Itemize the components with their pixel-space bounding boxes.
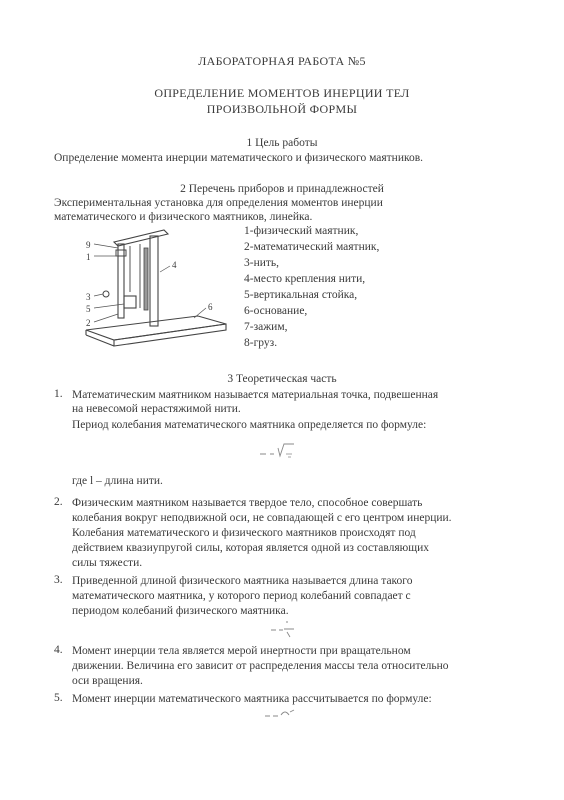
lab-subtitle-line1: ОПРЕДЕЛЕНИЕ МОМЕНТОВ ИНЕРЦИИ ТЕЛ <box>154 86 410 100</box>
weight <box>124 296 136 308</box>
legend-item: 4-место крепления нити, <box>244 273 366 285</box>
item-line: Физическим маятником называется твердое тело, способное совершать <box>72 497 423 509</box>
item-line: Момент инерции тела является мерой инертности при вращательном <box>72 645 411 657</box>
base-plate-front <box>114 324 226 346</box>
section1-text: Определение момента инерции математического и физического маятников. <box>54 152 424 164</box>
item-line: колебания вокруг неподвижной оси, не совпадающей с его центром инерции. <box>72 512 452 524</box>
legend-item: 3-нить, <box>244 257 280 269</box>
item-number: 1. <box>54 388 63 400</box>
item-line: Момент инерции математического маятника рассчитывается по формуле: <box>72 693 432 705</box>
section3-heading: 3 Теоретическая часть <box>227 373 337 385</box>
item-line: оси вращения. <box>72 675 143 687</box>
item-line: действием квазиупругой силы, которая является одной из составляющих <box>72 542 430 554</box>
figure-label-4: 4 <box>172 260 177 270</box>
lab-title: ЛАБОРАТОРНАЯ РАБОТА №5 <box>198 54 366 68</box>
vertical-stand <box>150 236 158 326</box>
math-pendulum-bob <box>103 291 109 297</box>
section1-heading: 1 Цель работы <box>246 137 318 149</box>
apparatus-figure <box>78 222 238 354</box>
item-line: на невесомой нерастяжимой нити. <box>72 403 241 415</box>
item-number: 2. <box>54 496 63 508</box>
item-line: движении. Величина его зависит от распределения массы тела относительно <box>72 660 449 672</box>
figure-label-3: 3 <box>86 292 91 302</box>
item-line: Математическим маятником называется материальная точка, подвешенная <box>72 389 439 401</box>
lab-subtitle-line2: ПРОИЗВОЛЬНОЙ ФОРМЫ <box>206 102 358 116</box>
section2-intro-line2: математического и физического маятников, линейка. <box>54 211 313 223</box>
figure-label-9: 9 <box>86 240 91 250</box>
figure-label-1: 1 <box>86 252 91 262</box>
legend-item: 5-вертикальная стойка, <box>244 289 358 301</box>
section2-intro-line1: Экспериментальная установка для определения моментов инерции <box>54 197 383 209</box>
formula-reduced-length <box>268 618 298 640</box>
legend-item: 1-физический маятник, <box>244 225 359 237</box>
formula-moment-of-inertia <box>262 706 298 724</box>
item-line: периодом колебаний физического маятника. <box>72 605 289 617</box>
item-number: 3. <box>54 574 63 586</box>
item-number: 5. <box>54 692 63 704</box>
legend-item: 2-математический маятник, <box>244 241 380 253</box>
item-line: Приведенной длиной физического маятника называется длина такого <box>72 575 413 587</box>
item-line: Период колебания математического маятника определяется по формуле: <box>72 419 427 431</box>
physical-pendulum <box>144 248 148 310</box>
base-plate <box>86 316 226 340</box>
left-post <box>118 244 124 318</box>
figure-label-6: 6 <box>208 302 213 312</box>
figure-label-2: 2 <box>86 318 91 328</box>
item-line: силы тяжести. <box>72 557 143 569</box>
section2-heading: 2 Перечень приборов и принадлежностей <box>180 183 384 195</box>
legend-item: 7-зажим, <box>244 321 288 333</box>
item-number: 4. <box>54 644 63 656</box>
item-line: математического маятника, у которого период колебаний совпадает с <box>72 590 411 602</box>
item-line: Колебания математического и физического маятников происходят под <box>72 527 416 539</box>
legend-item: 8-груз. <box>244 337 278 349</box>
formula-period-math-pendulum <box>256 442 300 464</box>
where-note: где l – длина нити. <box>72 475 163 487</box>
figure-label-5: 5 <box>86 304 91 314</box>
legend-item: 6-основание, <box>244 305 308 317</box>
